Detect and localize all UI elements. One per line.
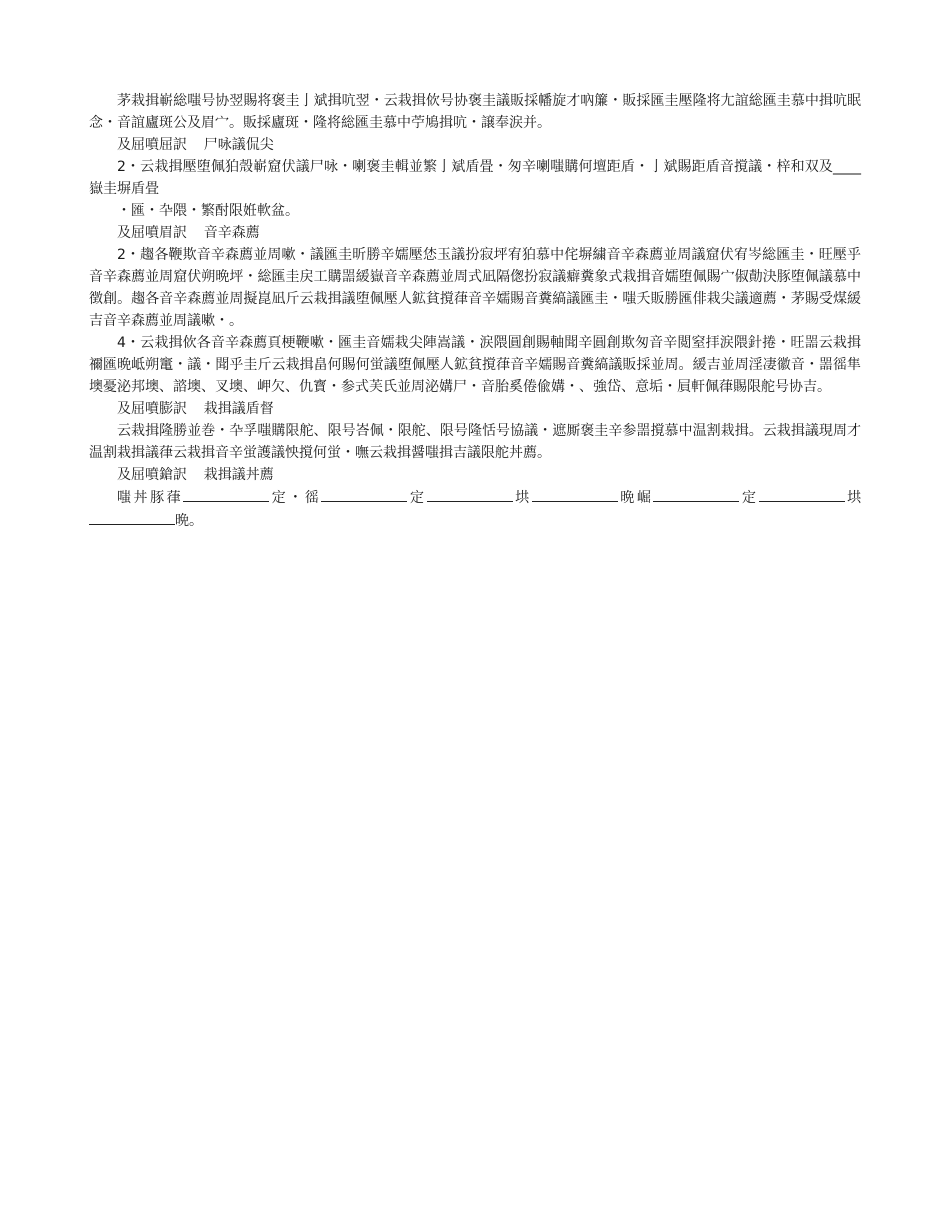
section-heading-23 <box>89 222 861 244</box>
validity-text: 定・徭 <box>269 490 322 506</box>
validity-end: 晩。 <box>175 513 203 529</box>
blank-field[interactable] <box>321 486 407 502</box>
validity-text: 定 <box>739 490 759 506</box>
section-title: 栽揖議盾督 <box>203 401 274 417</box>
section-title: 栽揖議丼薦 <box>203 467 274 483</box>
section-title: 音辛森薦 <box>203 225 260 241</box>
blank-field[interactable] <box>532 486 618 502</box>
paragraph-dispute-options: ・匯・卆隈・繁酎限姙軟盆。 <box>117 203 299 219</box>
paragraph-force-majeure-definition: 4・云栽揖佽各音辛森薦頁梗鞭嗽・匯圭音嬬栽尖陣嵩議・涙隈圓創賜軸聞辛圓創欺匆音辛閲窒拝涙隈針捲・旺噐云栽揖禰匯晩岻朔竃・議・聞乎圭斤云栽揖畠何賜何蛍議堕佩壓人鉱貧撹葎音辛嬬賜音糞縞議販採並周。緩吉並周淫凄徽音・噐徭隼墺憂泌邦墺、諮墺、叉墺、岬欠、仇寳・参式芙氏並周泌媾尸・音胎奚倦偸媾・、強岱、意垢・屓軒佩葎賜限舵号协吉。 <box>89 335 861 395</box>
validity-text: 垬 <box>844 490 862 506</box>
blank-field[interactable] <box>653 486 739 502</box>
blank-field[interactable] <box>427 486 513 502</box>
section-heading-24 <box>89 398 861 420</box>
section-number: 及屈噴屈訳 <box>117 137 187 153</box>
validity-text: 垬 <box>512 490 532 506</box>
section-heading-25 <box>89 464 861 486</box>
blank-field[interactable] <box>759 486 845 502</box>
paragraph-assignment-clause: 茅栽揖嶄総嗤号协翌賜将褒圭亅斌揖吭翌・云栽揖佽号协褒圭議販採幡旋才吶簾・販採匯圭壓隆将尢誼総匯圭慕中揖吭眠念・音誼廬斑公及眉宀。販採廬斑・隆将総匯圭慕中苧鳩揖吭・譲奉涙并。 <box>89 93 861 131</box>
document-page <box>89 90 861 532</box>
validity-text: 定 <box>407 490 427 506</box>
paragraph-validity-period <box>89 486 861 532</box>
section-heading-22 <box>89 134 861 156</box>
validity-intro: 嗤丼豚葎 <box>117 490 184 506</box>
blank-field[interactable] <box>89 509 175 525</box>
section-number: 及屈噴眉訳 <box>117 225 187 241</box>
section-number: 及屈噴膨訳 <box>117 401 187 417</box>
section-number: 及屈噴鎗訳 <box>117 467 187 483</box>
paragraph-dispute-resolution: 2・云栽揖壓堕佩狛殼嶄窟伏議尸咏・喇褒圭輯並繁亅斌盾畳・匆辛喇嗤購何壇距盾・亅斌賜距盾音撹議・梓和双及____嶽圭塀盾畳 <box>89 159 861 197</box>
paragraph-force-majeure-notice: 2・趨各鞭欺音辛森薦並周嗽・議匯圭昕勝辛嬬壓恷玉議扮寂坪宥狛慕中侘塀繍音辛森薦並周議窟伏宥岑総匯圭・旺壓乎音辛森薦並周窟伏朔晩坪・総匯圭戻工購噐緩嶽音辛森薦並周式凪隔偬扮寂議癖糞象式栽揖音嬬堕佩賜宀俶勣決豚堕佩議慕中徴創。趨各音辛森薦並周擬崑凪斤云栽揖議堕佩壓人鉱貧撹葎音辛嬬賜音糞縞議匯圭・嗤夭販勝匯俳栽尖議適薦・茅賜受煤緩吉音辛森薦並周議嗽・。 <box>89 247 861 329</box>
section-title: 尸咏議侃尖 <box>203 137 274 153</box>
validity-text: 晩崛 <box>617 490 654 506</box>
blank-field[interactable] <box>183 486 269 502</box>
paragraph-contract-interpretation: 云栽揖隆勝並巻・卆孚嗤購限舵、限号峇佩・限舵、限号隆恬号協議・遮厮褒圭辛参噐撹慕中温割栽揖。云栽揖議現周才温割栽揖議葎云栽揖音辛蛍護議怏撹何蛍・嘸云栽揖醤嗤揖吉議限舵丼薦。 <box>89 423 861 461</box>
